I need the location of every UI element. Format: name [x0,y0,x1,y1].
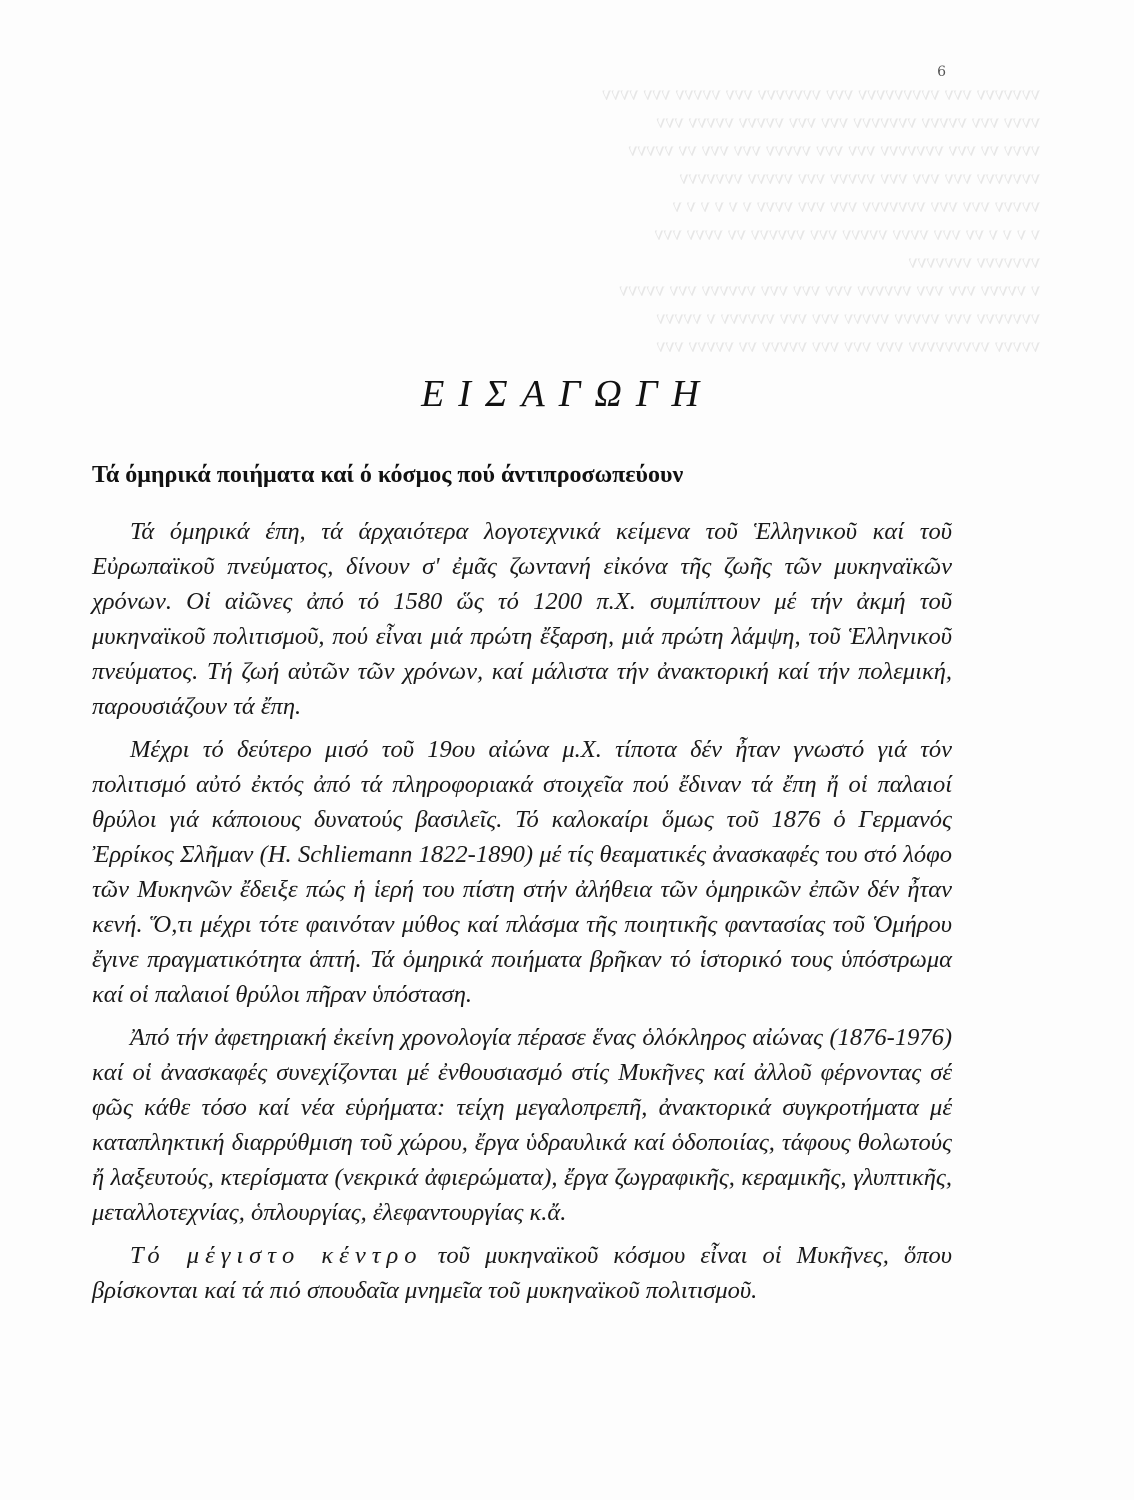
page-number: 6 [937,64,946,80]
section-subtitle: Τά όμηρικά ποιήματα καί ό κόσμος πού άντιπροσωπεύουν [92,462,684,488]
paragraph-3: Ἀπό τήν ἀφετηριακή ἐκείνη χρονολογία πέρασε ἕνας ὁλόκληρος αἰώνας (1876-1976) καί οἱ ἀνασκαφές συνεχίζονται μέ ἐνθουσιασμό στίς Μυκῆνες καί ἀλλοῦ φέρνοντας σέ φῶς κάθε τόσο καί νέα εὑρήματα: τείχη μεγαλοπρεπῆ, ἀνακτορικά συγκροτήματα μέ καταπληκτική διαρρύθμιση τοῦ χώρου, ἔργα ὑδραυλικά καί ὁδοποιίας, τάφους θολωτούς ἤ λαξευτούς, κτερίσματα (νεκρικά ἀφιερώματα), ἔργα ζωγραφικῆς, κεραμικῆς, γλυπτικῆς, μεταλλοτεχνίας, ὁπλουργίας, ἐλεφαντουργίας κ.ἄ. [92,1024,952,1226]
paragraph-1: Τά όμηρικά έπη, τά άρχαιότερα λογοτεχνικά κείμενα τοῦ Ἑλληνικοῦ καί τοῦ Εὐρωπαϊκοῦ πνεύματος, δίνουν σ' ἐμᾶς ζωντανή εἰκόνα τῆς ζωῆς τῶν μυκηναϊκῶν χρόνων. Οἱ αἰῶνες ἀπό τό 1580 ὥς τό 1200 π.Χ. συμπίπτουν μέ τήν ἀκμή τοῦ μυκηναϊκοῦ πολιτισμοῦ, πού εἶναι μιά πρώτη ἔξαρση, μιά πρώτη λάμψη, τοῦ Ἑλληνικοῦ πνεύματος. Τή ζωή αὐτῶν τῶν χρόνων, καί μάλιστα τήν ἀνακτορική καί τήν πολεμική, παρουσιάζουν τά ἔπη. [92,518,952,720]
emphasis-spaced-text: Τό μέγιστο κέντρο [130,1242,423,1269]
bleed-through-background: ννννννν ννν ννννννννν ννν ννννννν ννν ννννν ννν νννν νννν ννν ννννν ννννννν ννν ννν ννννν ννννν ννν νννν νν ννν ννννννν ννν ννν ννννν ννν ννν νν ννννν ννννννν ννν ννν ννν ννννν ννν ννννν ννννννν ννννν ννν ννν ννννννν ννν ννν νννν ν ν ν ν ν ν ν ν ν ν νν ννν νννν ννννν ννν νννννν νν νννν ννν ννννννν ννννννν ν ννννν ννν ννν νννννν ννν ννν ννν νννννν ννν ννννν ννννννν ννν ννννν ννννν ννν ννν νννννν ν ννννν ννννν ννννννννν ννν ννν ννν ννννν νν ννννν ννν [602,83,1040,357]
body-text [92,514,952,1316]
chapter-title: ΕΙΣΑΓΩΓΗ [421,373,713,415]
paragraph-4-rest: τοῦ μυκηναϊκοῦ κόσμου εἶναι οἱ Μυκῆνες, ὅπου βρίσκονται καί τά πιό σπουδαῖα μνημεῖα τοῦ μυκηναϊκοῦ πολιτισμοῦ. [92,1242,952,1304]
paragraph-2: Μέχρι τό δεύτερο μισό τοῦ 19ου αἰώνα μ.Χ. τίποτα δέν ἦταν γνωστό γιά τόν πολιτισμό αὐτό ἐκτός ἀπό τά πληροφοριακά στοιχεῖα πού ἔδιναν τά ἔπη ἤ οἱ παλαιοί θρύλοι γιά κάποιους δυνατούς βασιλεῖς. Τό καλοκαίρι ὅμως τοῦ 1876 ὁ Γερμανός Ἐρρίκος Σλῆμαν (H. Schliemann 1822-1890) μέ τίς θεαματικές ἀνασκαφές του στό λόφο τῶν Μυκηνῶν ἔδειξε πώς ἡ ἱερή του πίστη στήν ἀλήθεια τῶν ὁμηρικῶν ἐπῶν δέν ἦταν κενή. Ὅ,τι μέχρι τότε φαινόταν μύθος καί πλάσμα τῆς ποιητικῆς φαντασίας τοῦ Ὁμήρου ἔγινε πραγματικότητα ἁπτή. Τά ὁμηρικά ποιήματα βρῆκαν τό ἱστορικό τους ὑπόστρωμα καί οἱ παλαιοί θρύλοι πῆραν ὑπόσταση. [92,736,952,1008]
paragraph-4 [92,1238,952,1308]
